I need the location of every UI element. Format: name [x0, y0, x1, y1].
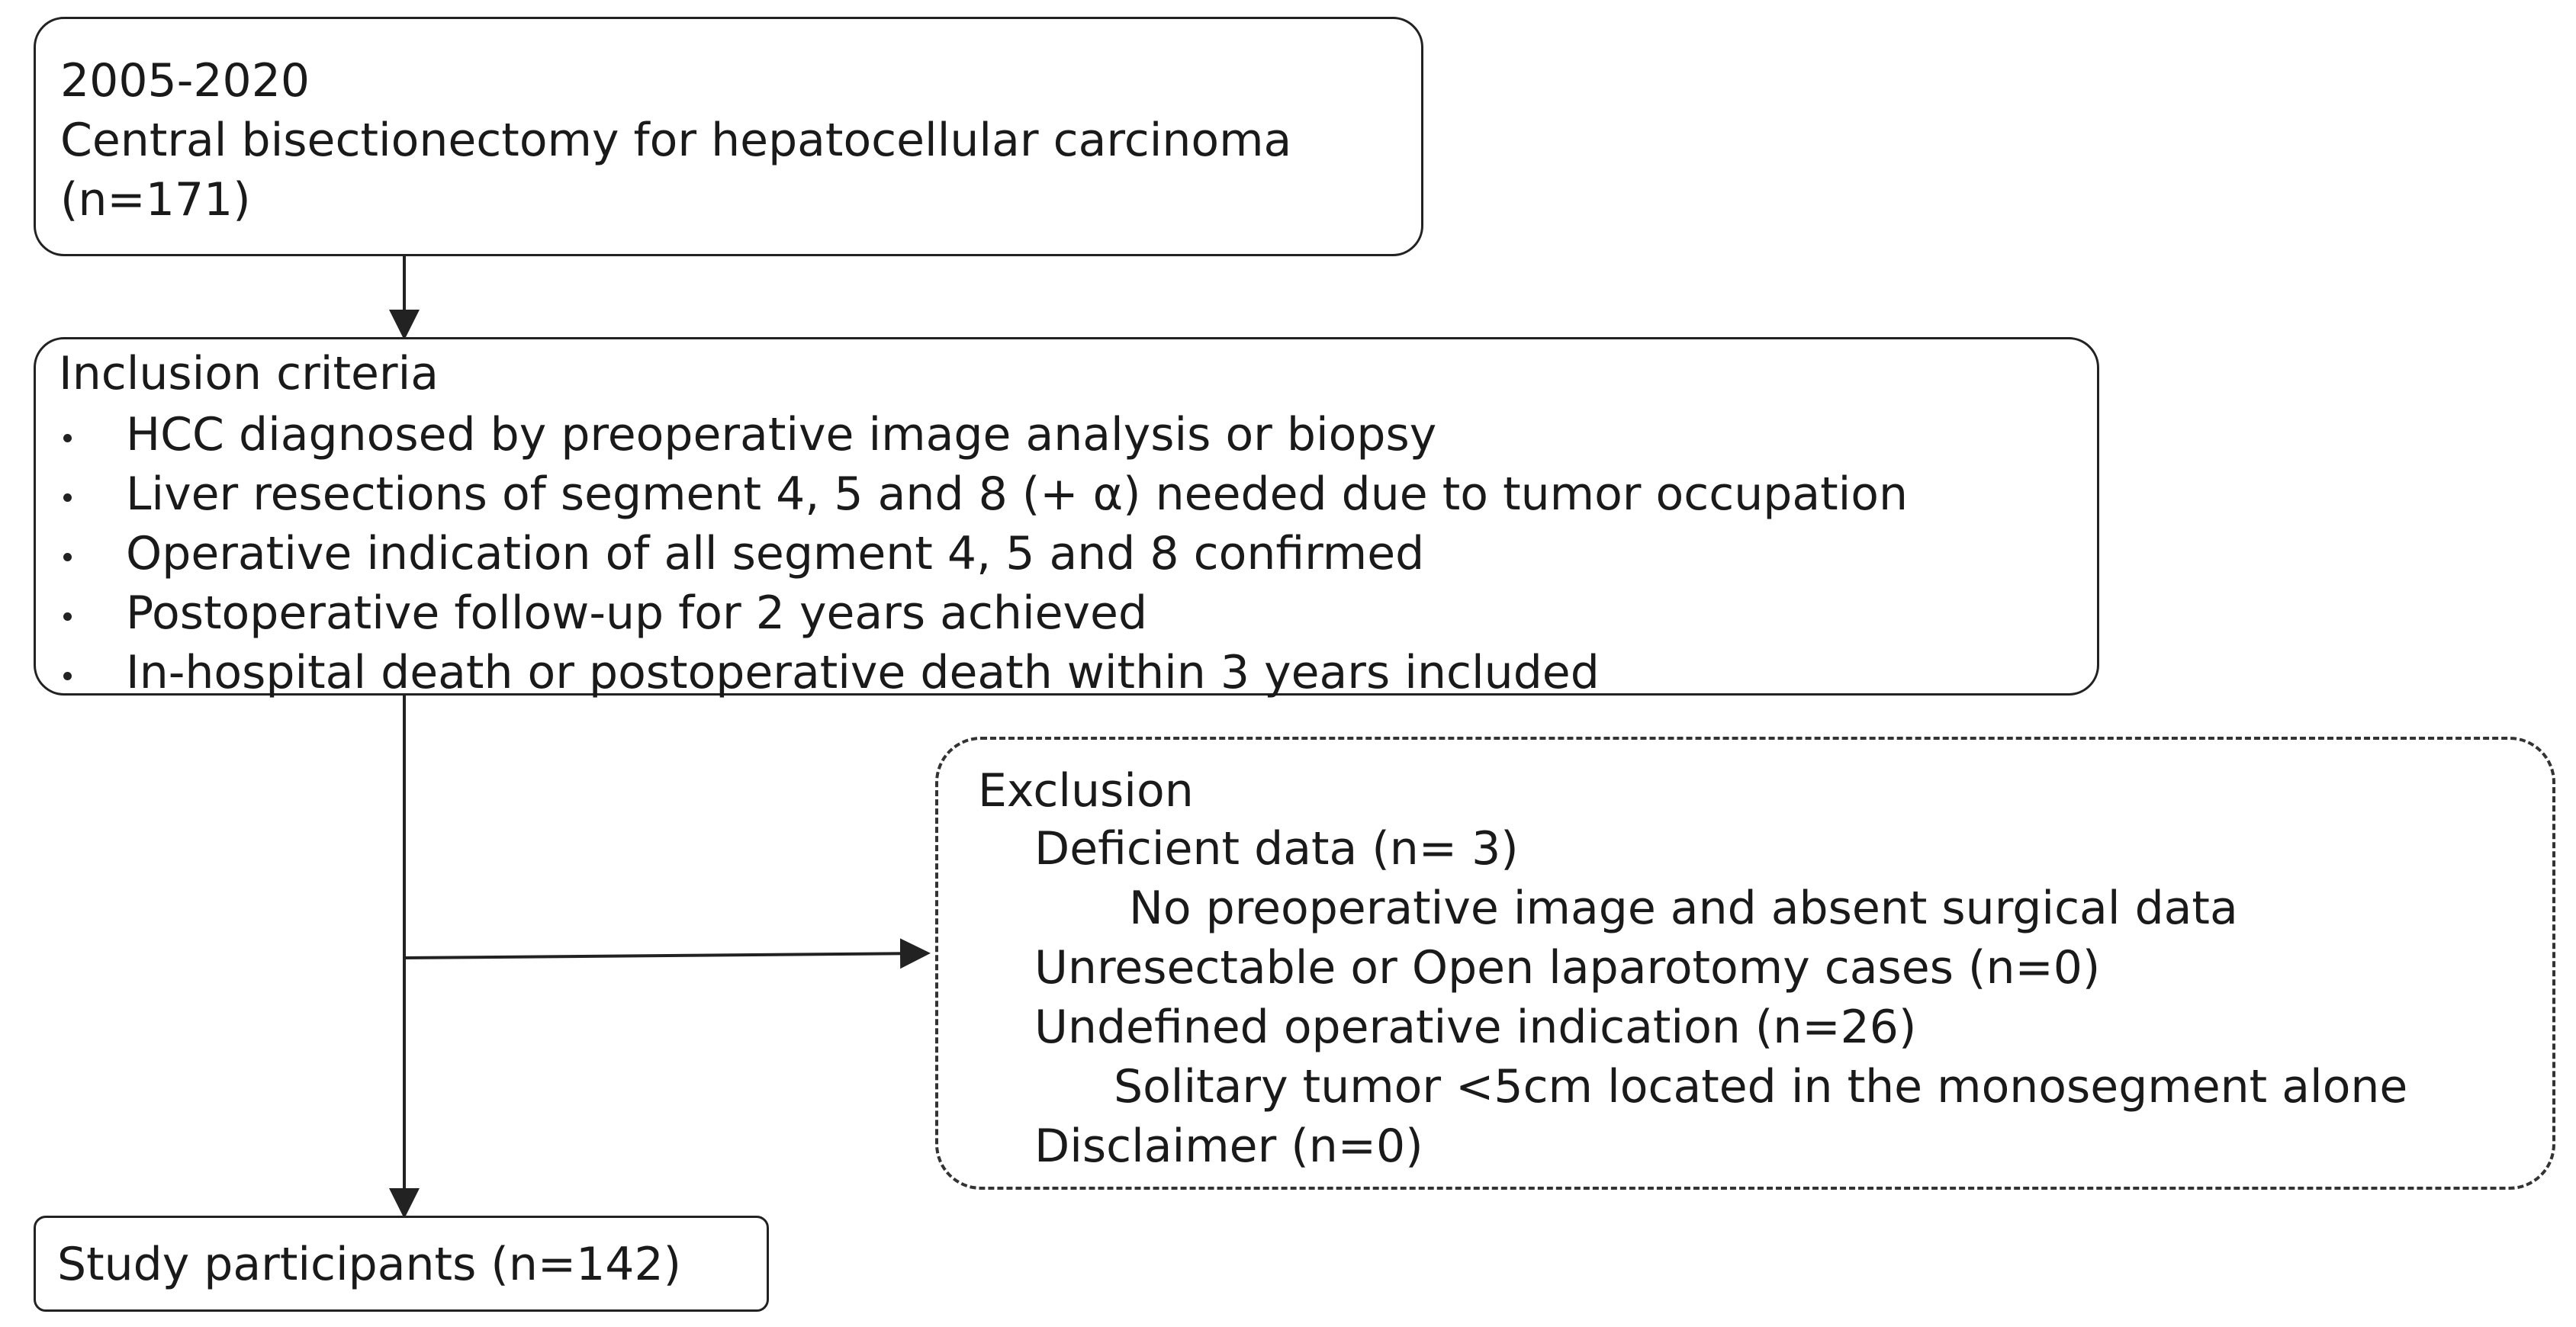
exclusion-subitem-solitary-tumor: Solitary tumor <5cm located in the monosegment alone — [1114, 1060, 2408, 1113]
exclusion-item-disclaimer: Disclaimer (n=0) — [1034, 1120, 1423, 1173]
bullet-icon — [63, 493, 72, 502]
bullet-icon — [63, 672, 72, 680]
inclusion-heading: Inclusion criteria — [59, 347, 439, 400]
exclusion-item-undefined-indication: Undefined operative indication (n=26) — [1034, 1001, 1917, 1054]
exclusion-item-deficient-data: Deficient data (n= 3) — [1034, 822, 1519, 876]
start-box — [34, 17, 1423, 256]
bullet-icon — [63, 553, 72, 561]
study-participants-box — [34, 1216, 769, 1312]
inclusion-item: In-hospital death or postoperative death within 3 years included — [126, 646, 1600, 699]
study-participants-label: Study participants (n=142) — [57, 1238, 682, 1291]
inclusion-item: Postoperative follow-up for 2 years achieved — [126, 586, 1148, 640]
exclusion-item-unresectable: Unresectable or Open laparotomy cases (n=0) — [1034, 941, 2101, 994]
inclusion-item: HCC diagnosed by preoperative image analysis or biopsy — [126, 408, 1437, 461]
exclusion-heading: Exclusion — [978, 764, 1194, 818]
exclusion-box — [935, 737, 2555, 1190]
bullet-icon — [63, 434, 72, 442]
inclusion-item: Liver resections of segment 4, 5 and 8 (+ α) needed due to tumor occupation — [126, 468, 1909, 521]
exclusion-subitem-deficient-detail: No preoperative image and absent surgical data — [1129, 882, 2238, 935]
inclusion-item: Operative indication of all segment 4, 5 and 8 confirmed — [126, 527, 1425, 580]
start-box-line-period: 2005-2020 — [60, 54, 310, 108]
start-box-line-count: (n=171) — [60, 173, 251, 227]
arrow-to-exclusion — [404, 953, 925, 958]
start-box-line-procedure: Central bisectionectomy for hepatocellular carcinoma — [60, 114, 1292, 167]
inclusion-criteria-box — [34, 337, 2099, 699]
bullet-icon — [63, 612, 72, 621]
